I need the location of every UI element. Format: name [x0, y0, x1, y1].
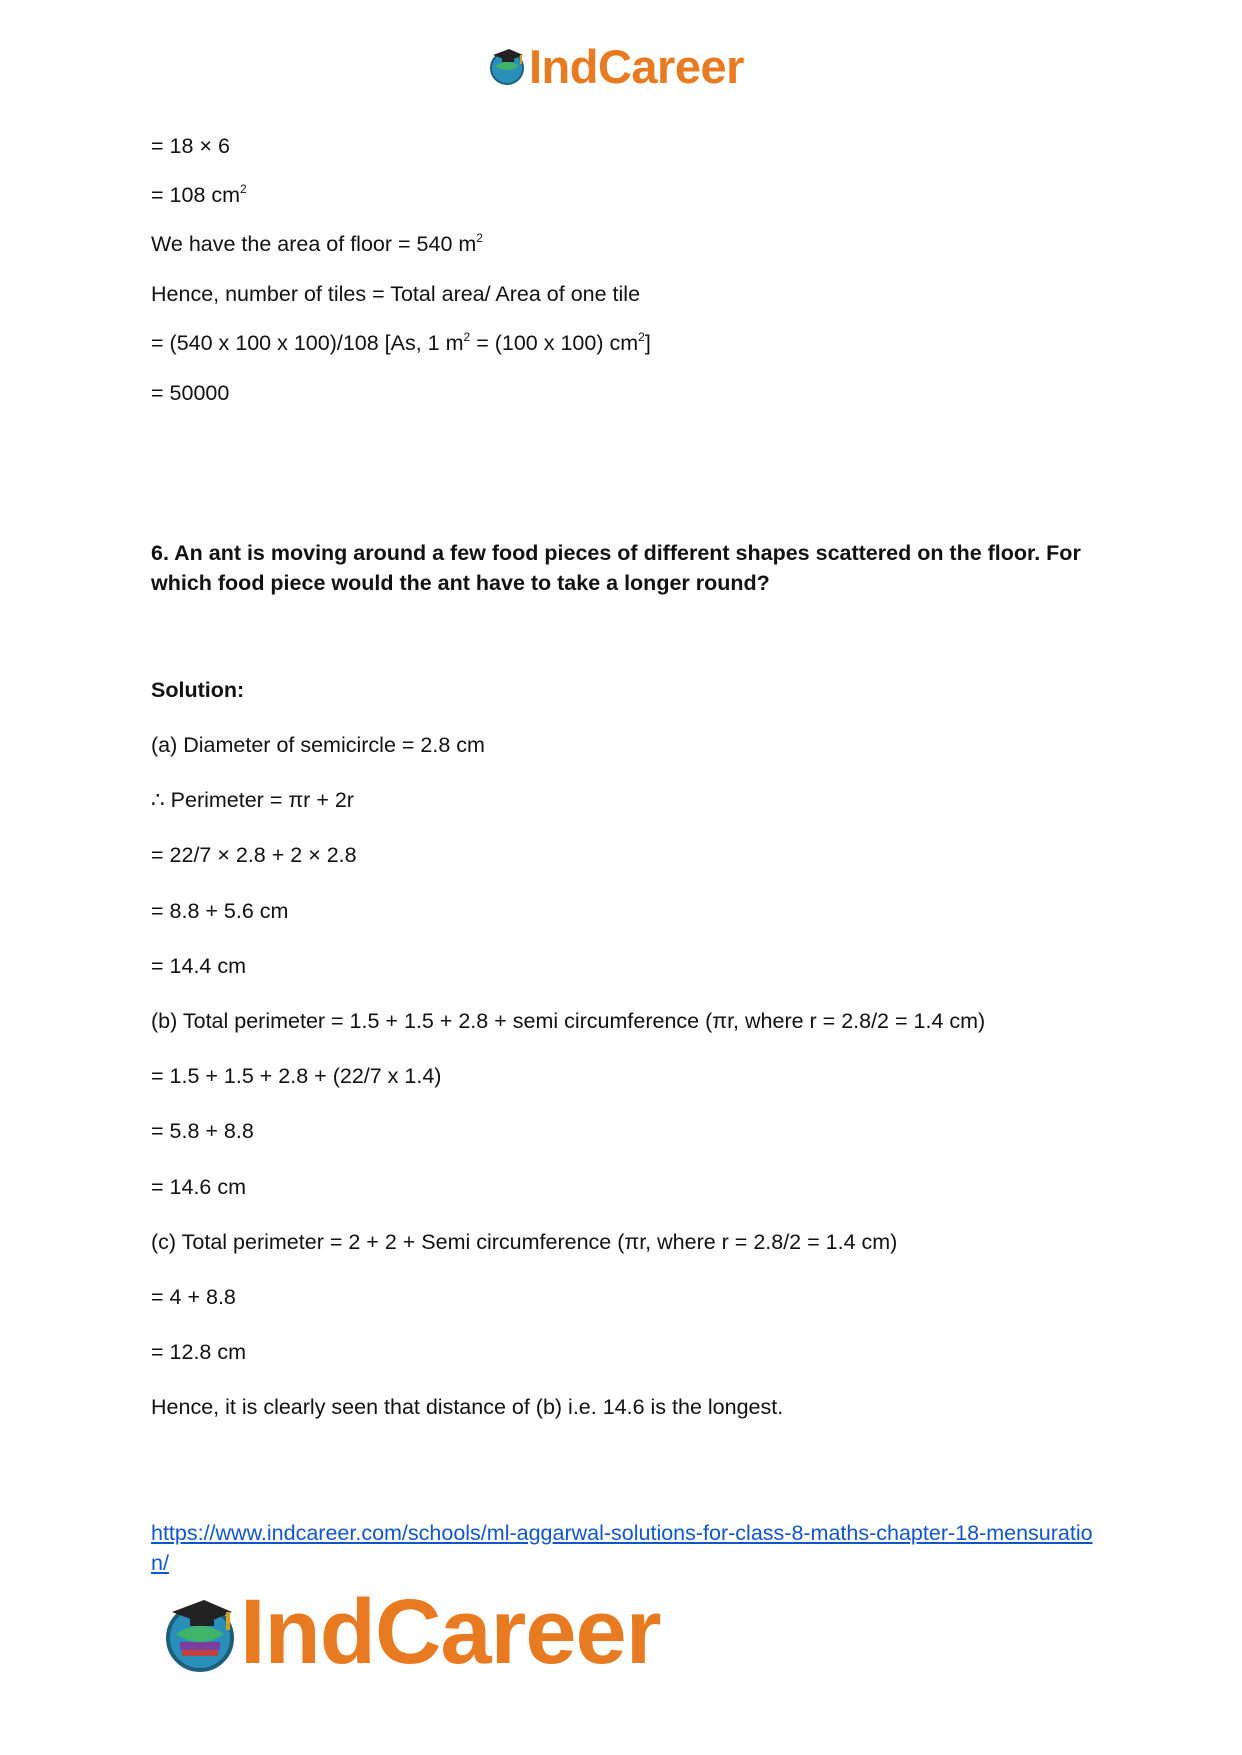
solution-line: = 14.4 cm — [151, 954, 247, 978]
solution-line: = 8.8 + 5.6 cm — [151, 899, 289, 923]
logo-wordmark: IndCareer — [240, 1581, 661, 1683]
solution-line: (c) Total perimeter = 2 + 2 + Semi circumference (πr, where r = 2.8/2 = 1.4 cm) — [151, 1230, 898, 1254]
solution-heading: Solution: — [151, 678, 245, 702]
source-link[interactable]: https://www.indcareer.com/schools/ml-aggarwal-solutions-for-class-8-maths-chapter-18-mensuration/ — [151, 1521, 1093, 1575]
calc-line: = 50000 — [151, 381, 230, 405]
solution-line: (a) Diameter of semicircle = 2.8 cm — [151, 733, 485, 757]
calc-line: We have the area of floor = 540 $m^2$ — [151, 231, 483, 256]
conclusion-line: Hence, it is clearly seen that distance of (b) i.e. 14.6 is the longest. — [151, 1395, 784, 1419]
solution-line: = 22/7 × 2.8 + 2 × 2.8 — [151, 843, 357, 867]
globe-graduation-cap-icon — [160, 1594, 240, 1674]
solution-line: = 12.8 cm — [151, 1340, 247, 1364]
solution-line: ∴ Perimeter = πr + 2r — [151, 788, 354, 812]
solution-line: = 1.5 + 1.5 + 2.8 + (22/7 x 1.4) — [151, 1064, 442, 1088]
solution-line: (b) Total perimeter = 1.5 + 1.5 + 2.8 + semi circumference (πr, where r = 2.8/2 = 1.4 cm) — [151, 1009, 986, 1033]
calc-line: = 18 × 6 — [151, 134, 230, 158]
logo-wordmark: IndCareer — [529, 40, 744, 93]
solution-line: = 14.6 cm — [151, 1175, 247, 1199]
solution-line: = 4 + 8.8 — [151, 1285, 236, 1309]
calc-line: = (540 x 100 x 100)/108 [As, 1 $m^2 = (100$ x 100) $cm^2$] — [151, 330, 651, 355]
footer-logo — [160, 1581, 700, 1683]
solution-line: = 5.8 + 8.8 — [151, 1119, 254, 1143]
question-text: 6. An ant is moving around a few food pieces of different shapes scattered on the floor. For which food piece would the ant have to take a longer round? — [151, 541, 1081, 595]
calc-line: Hence, number of tiles = Total area/ Area of one tile — [151, 282, 641, 306]
globe-graduation-cap-icon — [487, 46, 527, 86]
calc-line: = 108 $cm^2$ — [151, 182, 247, 207]
header-logo — [487, 42, 759, 92]
